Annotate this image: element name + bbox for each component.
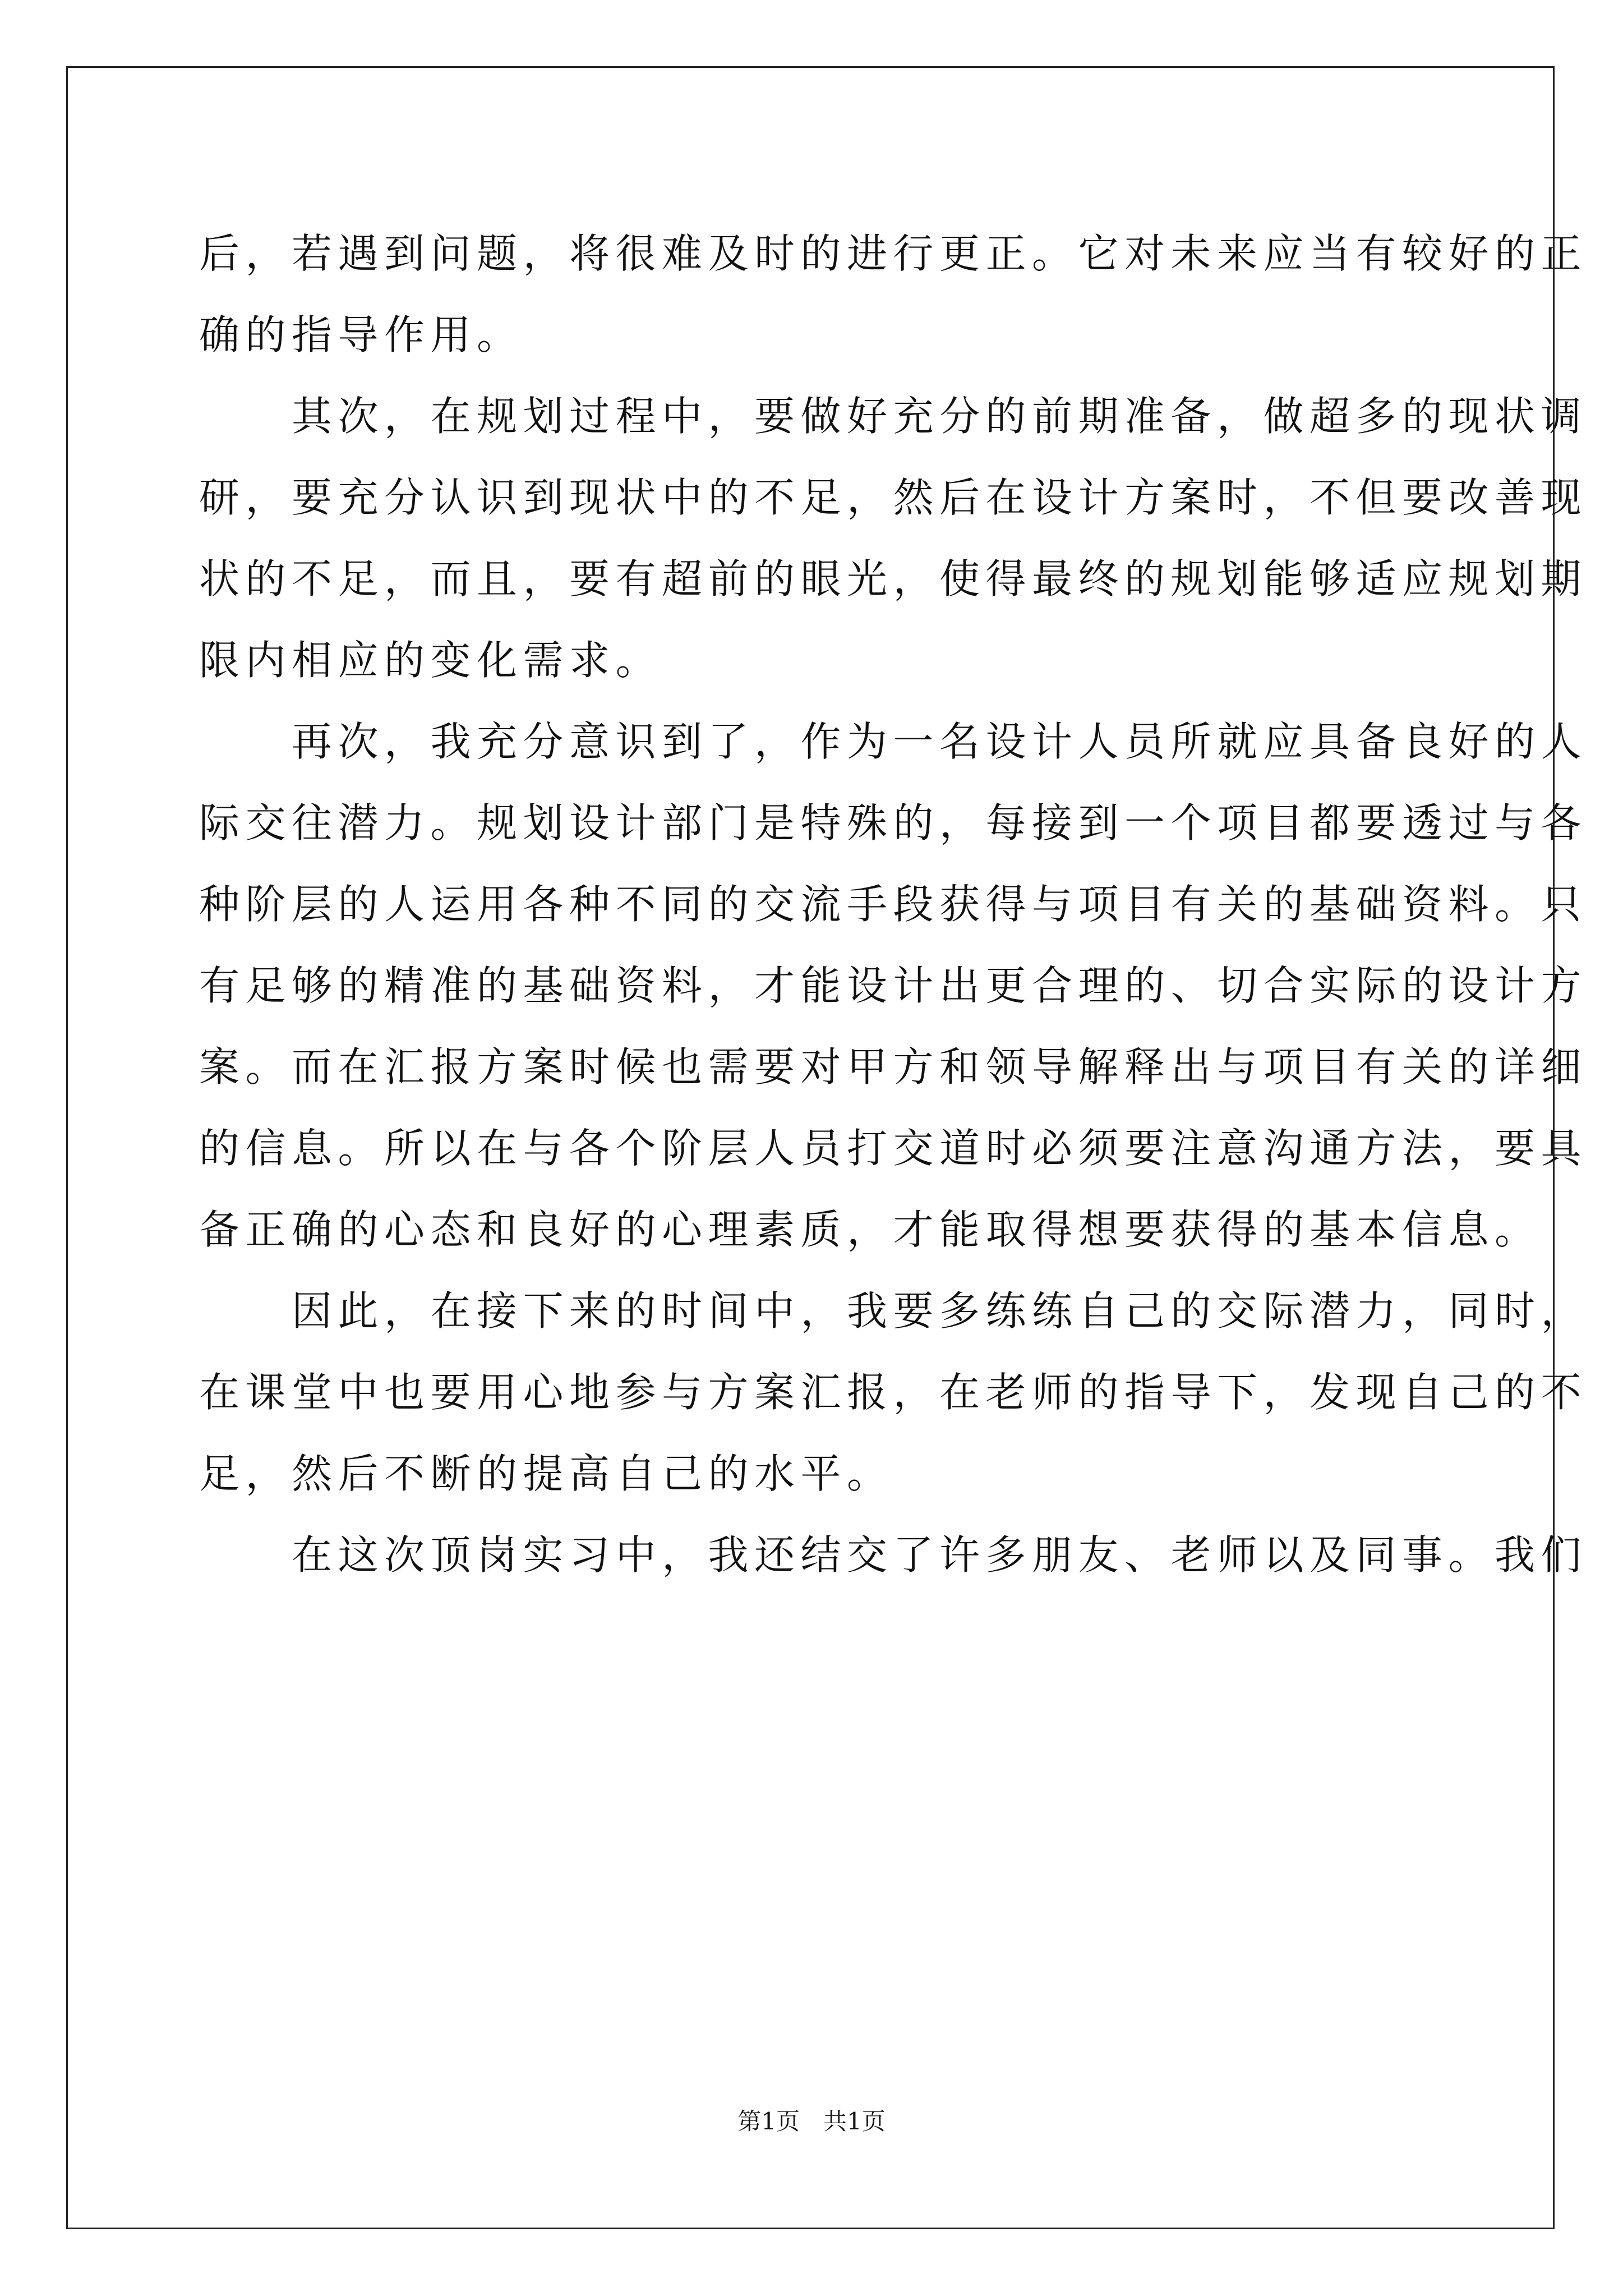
text-line: 备正确的心态和良好的心理素质，才能取得想要获得的基本信息。 xyxy=(199,1206,1541,1253)
text-line: 其次，在规划过程中，要做好充分的前期准备，做超多的现状调 xyxy=(199,393,1588,440)
text-line: 研，要充分认识到现状中的不足，然后在设计方案时，不但要改善现 xyxy=(199,474,1588,521)
text-line: 因此，在接下来的时间中，我要多练练自己的交际潜力，同时， xyxy=(199,1287,1588,1335)
text-line: 状的不足，而且，要有超前的眼光，使得最终的规划能够适应规划期 xyxy=(199,555,1588,602)
text-line: 确的指导作用。 xyxy=(199,311,523,358)
text-line: 在这次顶岗实习中，我还结交了许多朋友、老师以及同事。我们 xyxy=(199,1531,1588,1579)
text-line: 足，然后不断的提高自己的水平。 xyxy=(199,1450,893,1497)
text-line: 种阶层的人运用各种不同的交流手段获得与项目有关的基础资料。只 xyxy=(199,881,1588,928)
text-line: 后，若遇到问题，将很难及时的进行更正。它对未来应当有较好的正 xyxy=(199,230,1588,277)
text-line: 际交往潜力。规划设计部门是特殊的，每接到一个项目都要透过与各 xyxy=(199,799,1588,846)
page-footer xyxy=(0,2105,1623,2138)
text-line: 在课堂中也要用心地参与方案汇报，在老师的指导下，发现自己的不 xyxy=(199,1369,1588,1416)
text-line: 限内相应的变化需求。 xyxy=(199,637,662,684)
page-number: 第1页 共1页 xyxy=(737,2108,886,2135)
text-line: 案。而在汇报方案时候也需要对甲方和领导解释出与项目有关的详细 xyxy=(199,1043,1588,1091)
text-line: 再次，我充分意识到了，作为一名设计人员所就应具备良好的人 xyxy=(199,718,1588,765)
text-line: 有足够的精准的基础资料，才能设计出更合理的、切合实际的设计方 xyxy=(199,962,1588,1009)
document-body xyxy=(199,213,1588,1596)
text-line: 的信息。所以在与各个阶层人员打交道时必须要注意沟通方法，要具 xyxy=(199,1125,1588,1172)
